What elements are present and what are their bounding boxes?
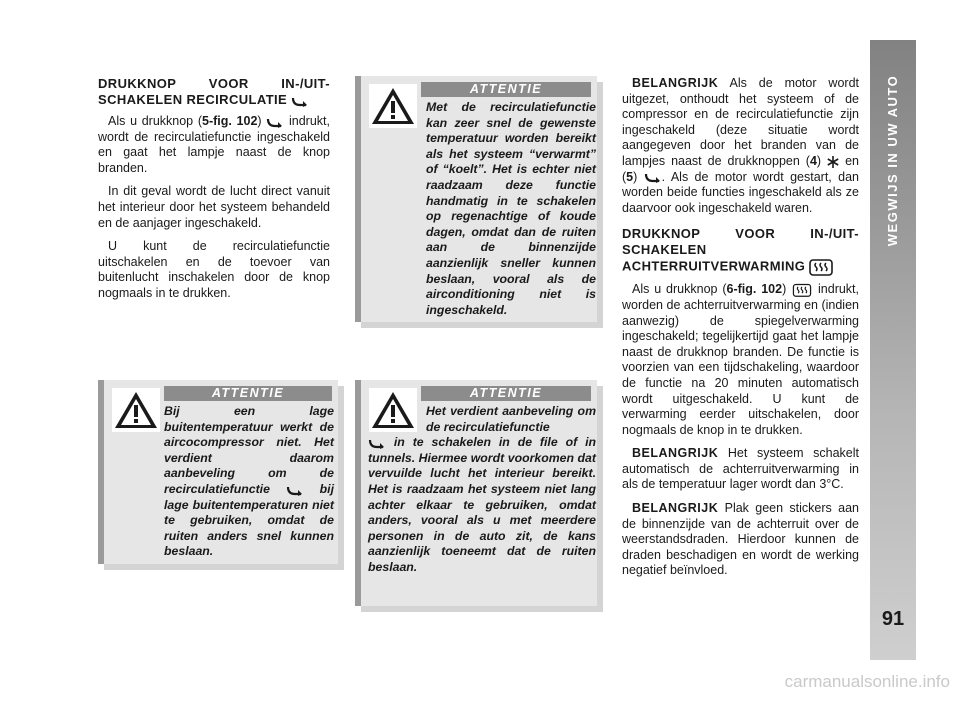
warning-text: Het verdient aanbeveling om de recirculatiefunctie in te schakelen in de file of in tunnels. Hiermee wordt voorkomen dat vervuilde lucht het interieur bereikt. Het is raadzaam het systeem niet lang achter elkaar te gebruiken, omdat anders, vooral als u met meerdere personen in de auto zit, de kans aanzienlijk toeneemt dat de ruiten beslaan. <box>368 404 596 574</box>
column-rear-defrost <box>622 76 859 587</box>
important-note-auto: BELANGRIJK Het systeem schakelt automatisch de achterruitverwarming in als de temperatuur lager wordt dan 3°C. <box>622 446 859 492</box>
chapter-title: WEGWIJS IN UW AUTO <box>885 74 901 246</box>
recirculation-icon <box>368 437 386 449</box>
recirculation-icon <box>286 484 304 496</box>
warning-box-recirculation-speed <box>355 76 603 328</box>
warning-text: Bij een lage buitentemperatuur werkt de aircocompressor niet. Het verdient daarom aanbeveling om de recirculatiefunctie bij lage buitentemperaturen niet te gebruiken, omdat de ruiten anders snel kunnen beslaan. <box>164 404 334 559</box>
warning-box-tunnels <box>355 380 603 612</box>
snowflake-icon <box>827 156 839 168</box>
warning-label: ATTENTIE <box>164 386 332 401</box>
recirculation-icon <box>291 95 309 107</box>
warning-label: ATTENTIE <box>421 386 591 401</box>
recirculation-icon <box>644 171 662 183</box>
recirculation-paragraph-3: U kunt de recirculatiefunctie uitschakelen en de toevoer van buitenlucht inschakelen door de knop nogmaals in te drukken. <box>98 239 330 300</box>
recirculation-paragraph-2: In dit geval wordt de lucht direct vanuit het interieur door het systeem behandeld en de aanjager ingeschakeld. <box>98 184 330 230</box>
warning-label: ATTENTIE <box>421 82 591 97</box>
rear-defrost-icon <box>791 283 813 297</box>
rear-defrost-paragraph: Als u drukknop (6-fig. 102) indrukt, worden de achterruitverwarming en (indien aanwezig) de spiegelverwarming ingeschakeld; tegelijkertijd gaat het lampje naast de drukknop branden. De functie is voorzien van een tijdschakeling, waardoor de functie na 20 minuten automatisch wordt uitgeschakeld. U kunt de verwarming eerder uitschakelen, door nogmaals de knop in te drukken. <box>622 282 859 437</box>
warning-box-low-temperature <box>98 380 344 570</box>
page-number: 91 <box>881 608 905 630</box>
recirculation-icon <box>266 116 284 128</box>
rear-defrost-icon <box>809 258 833 276</box>
warning-text: Met de recirculatiefunctie kan zeer snel de gewenste temperatuur worden bereikt als het systeem “verwarmt” of “koelt”. Het is echter niet raadzaam deze functie handmatig in te schakelen op regenachtige of koude dagen, omdat dan de ruiten aan de binnenzijde aanzienlijk sneller kunnen beslaan, vooral als de airconditioning niet is ingeschakeld. <box>426 100 596 317</box>
important-note-memory: BELANGRIJK Als de motor wordt uitgezet, onthoudt het systeem of de compressor en de recirculatiefunctie zijn ingeschakeld (deze situatie wordt aangegeven door het branden van de lampjes naast de drukknoppen (4) en (5) . Als de motor wordt gestart, dan worden beide functies ingeschakeld als ze daarvoor ook ingeschakeld waren. <box>622 76 859 215</box>
rear-defrost-heading: DRUKKNOP VOOR IN-/UIT-SCHAKELEN ACHTERRUITVERWARMING <box>622 226 859 276</box>
recirculation-heading: DRUKKNOP VOOR IN-/UIT-SCHAKELEN RECIRCULATIE <box>98 76 330 107</box>
recirculation-paragraph-1: Als u drukknop (5-fig. 102) indrukt, wordt de recirculatiefunctie ingeschakeld en gaat het lampje naast de knop branden. <box>98 114 330 175</box>
watermark: carmanualsonline.info <box>784 672 950 691</box>
important-note-stickers: BELANGRIJK Plak geen stickers aan de binnenzijde van de achterruit over de weerstandsdraden. Hierdoor kunnen de draden beschadigen en wordt de werking negatief beïnvloed. <box>622 501 859 578</box>
column-recirculation <box>98 76 330 310</box>
